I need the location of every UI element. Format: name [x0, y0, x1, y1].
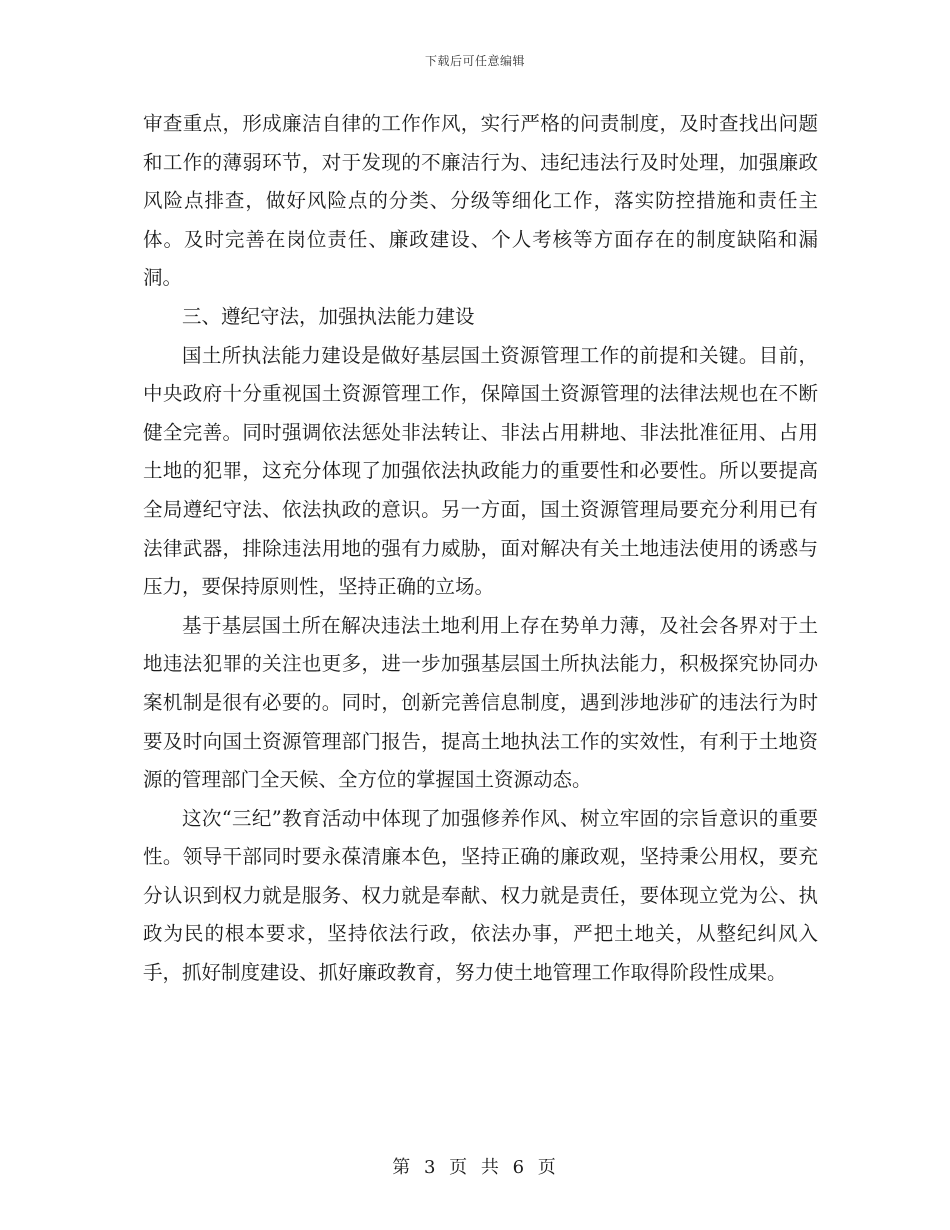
paragraph-2: 国土所执法能力建设是做好基层国土资源管理工作的前提和关键。目前，中央政府十分重视国土资源管理工作，保障国土资源管理的法律法规也在不断健全完善。同时强调依法惩处非法转让、非法占用耕地、非法批准征用、占用土地的犯罪，这充分体现了加强依法执政能力的重要性和必要性。所以要提高全局遵纪守法、依法执政的意识。另一方面，国土资源管理局要充分利用已有法律武器，排除违法用地的强有力威胁，面对解决有关土地违法使用的诱惑与压力，要保持原则性，坚持正确的立场。	[143, 343, 818, 599]
paragraph-4: 这次“三纪”教育活动中体现了加强修养作风、树立牢固的宗旨意识的重要性。领导干部同时要永葆清廉本色，坚持正确的廉政观，坚持秉公用权，要充分认识到权力就是服务、权力就是奉献、权力就是责任，要体现立党为公、执政为民的根本要求，坚持依法行政，依法办事，严把土地关，从整纪纠风入手，抓好制度建设、抓好廉政教育，努力使土地管理工作取得阶段性成果。	[143, 806, 818, 985]
page-number-footer: 第 3 页 共 6 页	[392, 1157, 558, 1178]
document-body	[143, 105, 818, 993]
paragraph-1: 审查重点，形成廉洁自律的工作作风，实行严格的问责制度，及时查找出问题和工作的薄弱环节，对于发现的不廉洁行为、违纪违法行及时处理，加强廉政风险点排查，做好风险点的分类、分级等细化工作，落实防控措施和责任主体。及时完善在岗位责任、廉政建设、个人考核等方面存在的制度缺陷和漏洞。	[143, 112, 818, 290]
section-heading-3: 三、遵纪守法，加强执法能力建设	[182, 304, 475, 328]
paragraph-3: 基于基层国土所在解决违法土地利用上存在势单力薄，及社会各界对于土地违法犯罪的关注也更多，进一步加强基层国土所执法能力，积极探究协同办案机制是很有必要的。同时，创新完善信息制度，遇到涉地涉矿的违法行为时要及时向国土资源管理部门报告，提高土地执法工作的实效性，有利于土地资源的管理部门全天候、全方位的掌握国土资源动态。	[143, 613, 818, 792]
page-header-note: 下载后可任意编辑	[424, 54, 525, 68]
